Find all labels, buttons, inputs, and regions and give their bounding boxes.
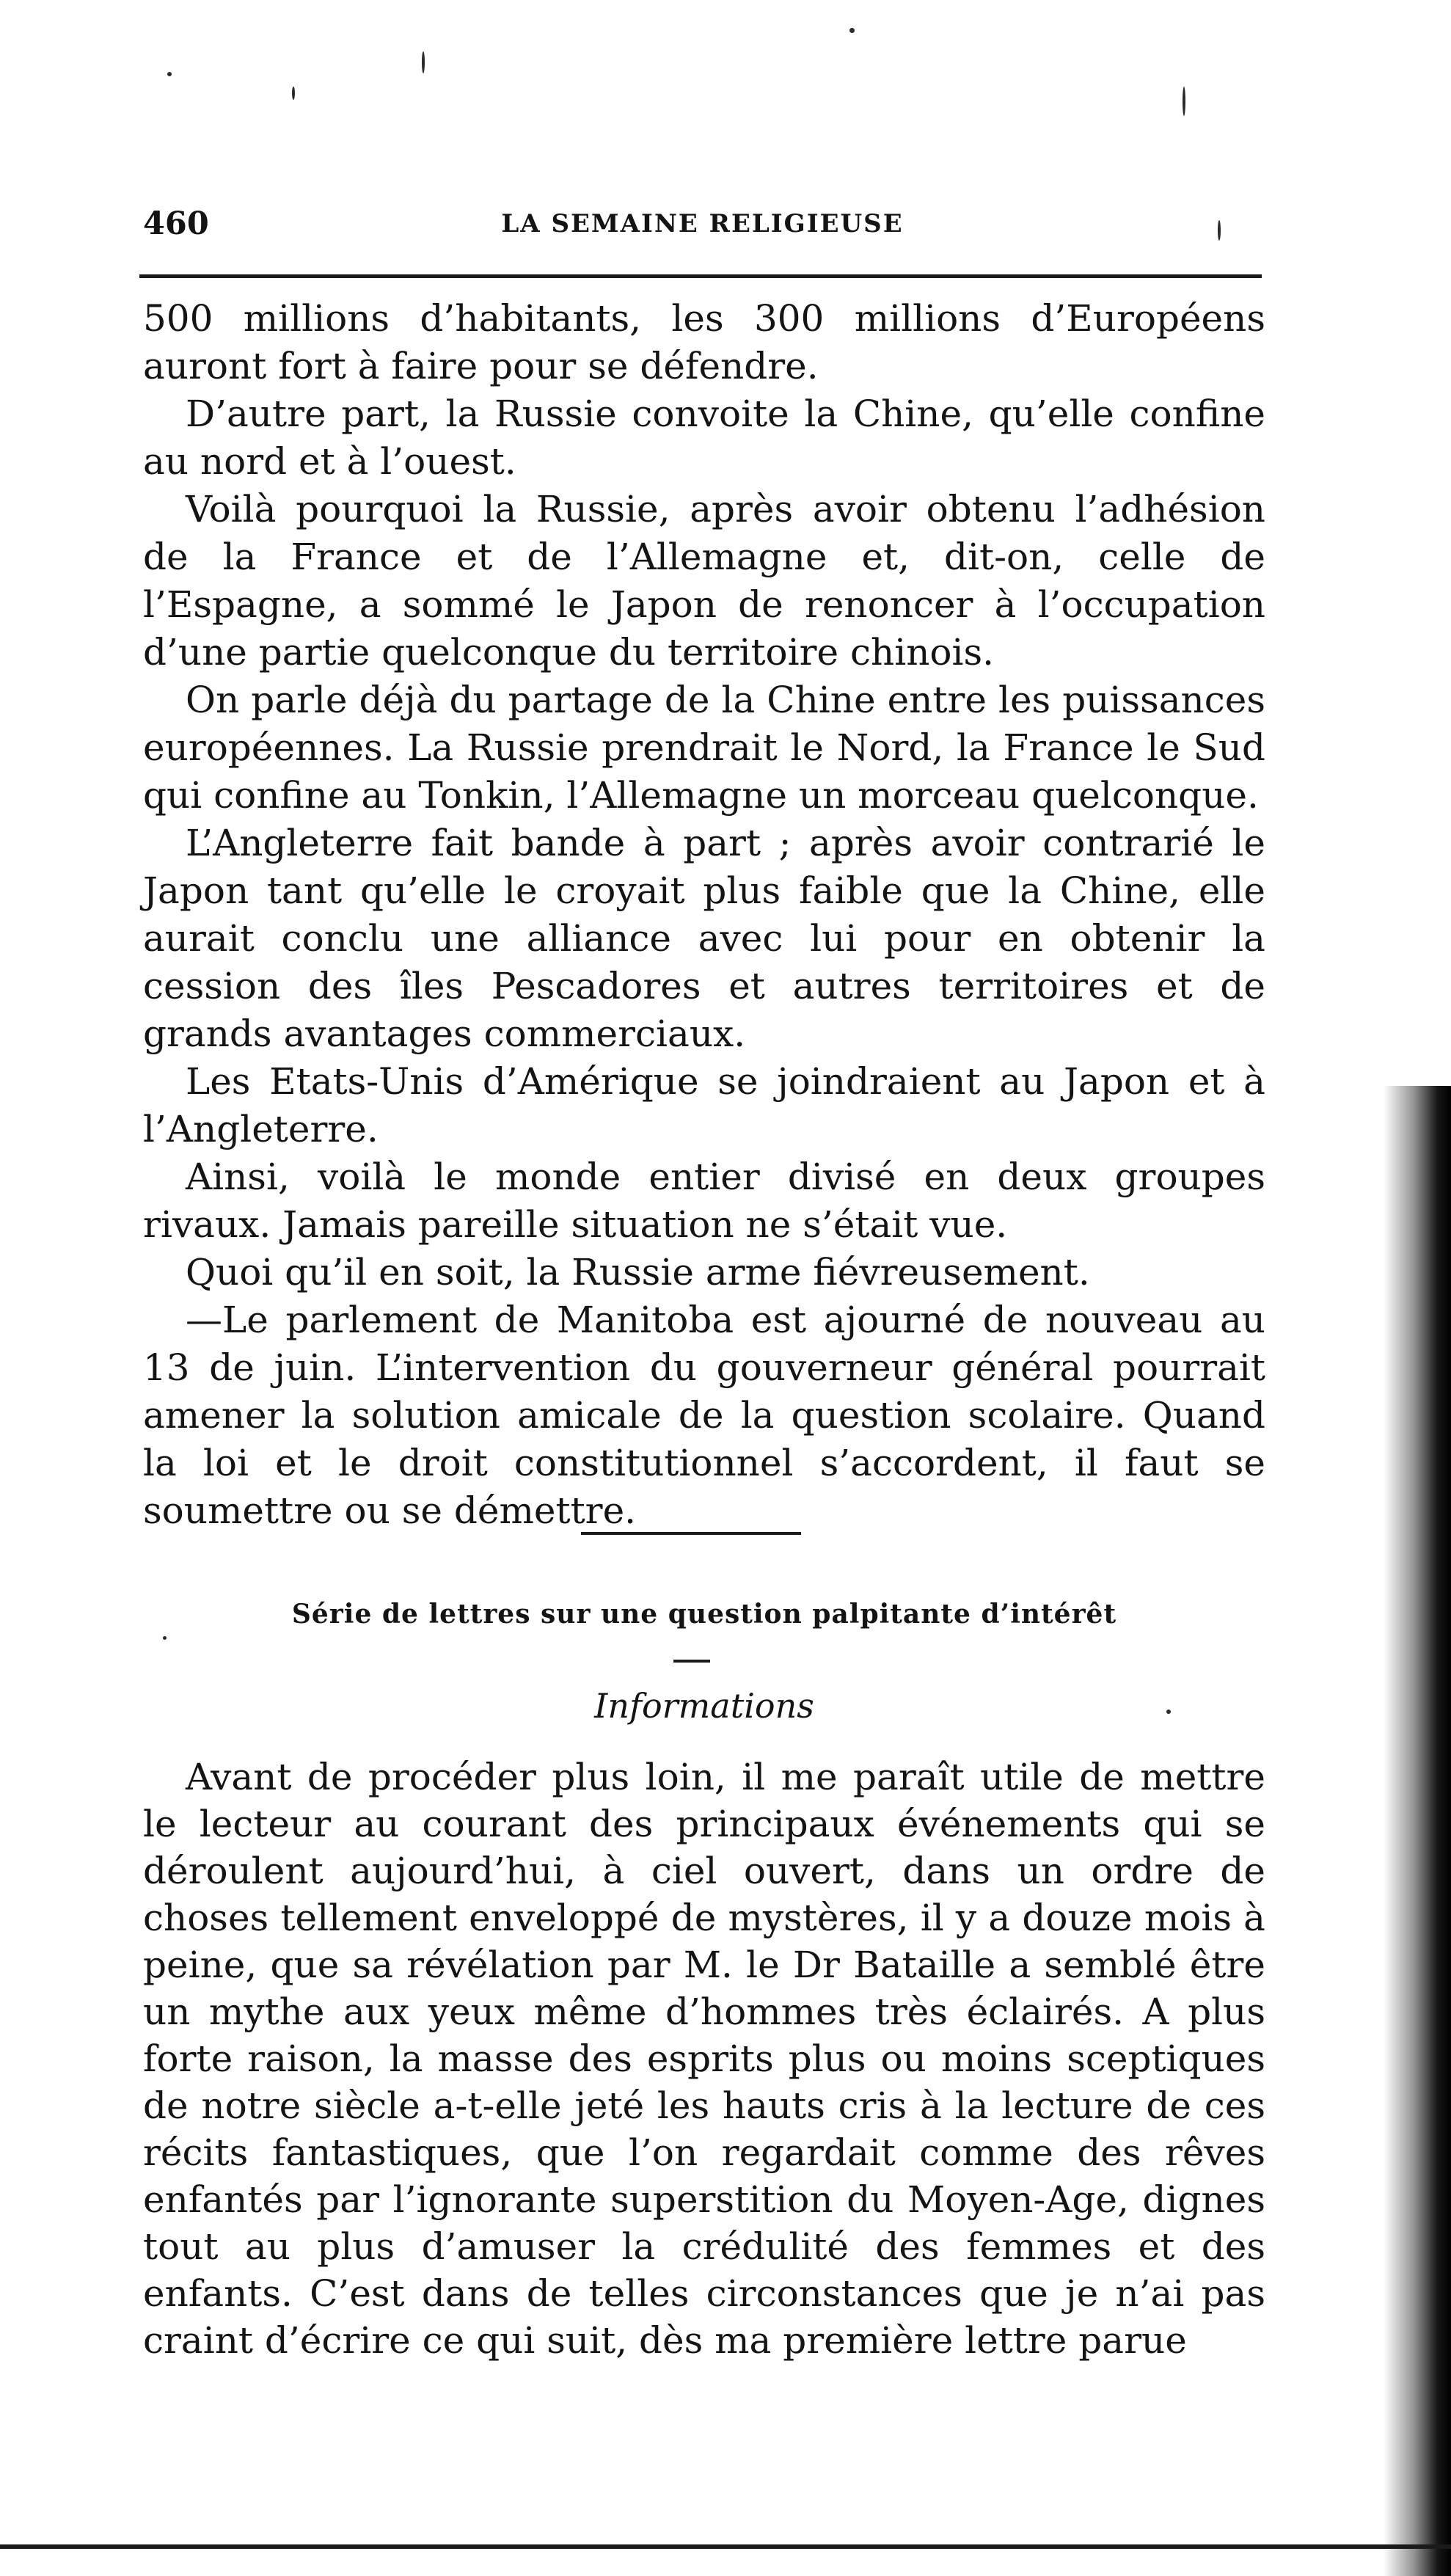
section-divider	[581, 1532, 801, 1535]
page-header	[143, 202, 1262, 246]
scan-bottom-rule	[0, 2544, 1451, 2549]
page-number: 460	[143, 205, 209, 242]
title-dash	[673, 1660, 710, 1663]
scan-speck	[849, 28, 855, 33]
paragraph: On parle déjà du partage de la Chine entre les puissances européennes. La Russie prendrait le Nord, la France le Sud qui confine au Tonkin, l’Allemagne un morceau quelconque.	[143, 679, 1265, 817]
scan-edge-shadow	[1384, 1086, 1451, 2576]
section-title: Série de lettres sur une question palpitante d’intérêt	[291, 1599, 1117, 1630]
scan-speck	[292, 87, 295, 100]
section-subtitle: Informations	[594, 1686, 814, 1726]
paragraph: Voilà pourquoi la Russie, après avoir obtenu l’adhésion de la France et de l’Allemagne et, dit-on, celle de l’Espagne, a sommé le Japon de renoncer à l’occupation d’une partie quelconque du territoire chinois.	[143, 488, 1265, 674]
scan-speck	[163, 1636, 167, 1640]
paragraph: D’autre part, la Russie convoite la Chine, qu’elle confine au nord et à l’ouest.	[143, 393, 1265, 483]
scan-speck	[1183, 87, 1185, 116]
paragraph: —Le parlement de Manitoba est ajourné de nouveau au 13 de juin. L’intervention du gouverneur général pourrait amener la solution amicale de la question scolaire. Quand la loi et le droit constitutionnel s’accordent, il faut se soumettre ou se démettre.	[143, 1299, 1265, 1532]
header-rule	[139, 274, 1262, 278]
paragraph: Quoi qu’il en soit, la Russie arme fiévreusement.	[186, 1251, 1090, 1294]
section-body	[143, 1754, 1265, 2364]
paragraph: L’Angleterre fait bande à part ; après avoir contrarié le Japon tant qu’elle le croyait plus faible que la Chine, elle aurait conclu une alliance avec lui pour en obtenir la cession des îles Pescadores et autres territoires et de grands avantages commerciaux.	[143, 822, 1265, 1055]
scan-speck	[422, 51, 425, 73]
article-body	[143, 295, 1265, 1535]
paragraph: Les Etats-Unis d’Amérique se joindraient au Japon et à l’Angleterre.	[143, 1060, 1265, 1150]
paragraph: Ainsi, voilà le monde entier divisé en deux groupes rivaux. Jamais pareille situation ne s’était vue.	[143, 1156, 1265, 1246]
paragraph: Avant de procéder plus loin, il me paraît utile de mettre le lecteur au courant des principaux événements qui se déroulent aujourd’hui, à ciel ouvert, dans un ordre de choses tellement enveloppé de mystères, il y a douze mois à peine, que sa révélation par M. le Dr Bataille a semblé être un mythe aux yeux même d’hommes très éclairés. A plus forte raison, la masse des esprits plus ou moins sceptiques de notre siècle a-t-elle jeté les hauts cris à la lecture de ces récits fantastiques, que l’on regardait comme des rêves enfantés par l’ignorante superstition du Moyen-Age, dignes tout au plus d’amuser la crédulité des femmes et des enfants. C’est dans de telles circonstances que je n’ai pas craint d’écrire ce qui suit, dès ma première lettre parue	[143, 1756, 1265, 2362]
paragraph: 500 millions d’habitants, les 300 millions d’Européens auront fort à faire pour se défendre.	[143, 297, 1265, 387]
running-head: LA SEMAINE RELIGIEUSE	[501, 209, 904, 238]
scan-speck	[167, 72, 172, 76]
